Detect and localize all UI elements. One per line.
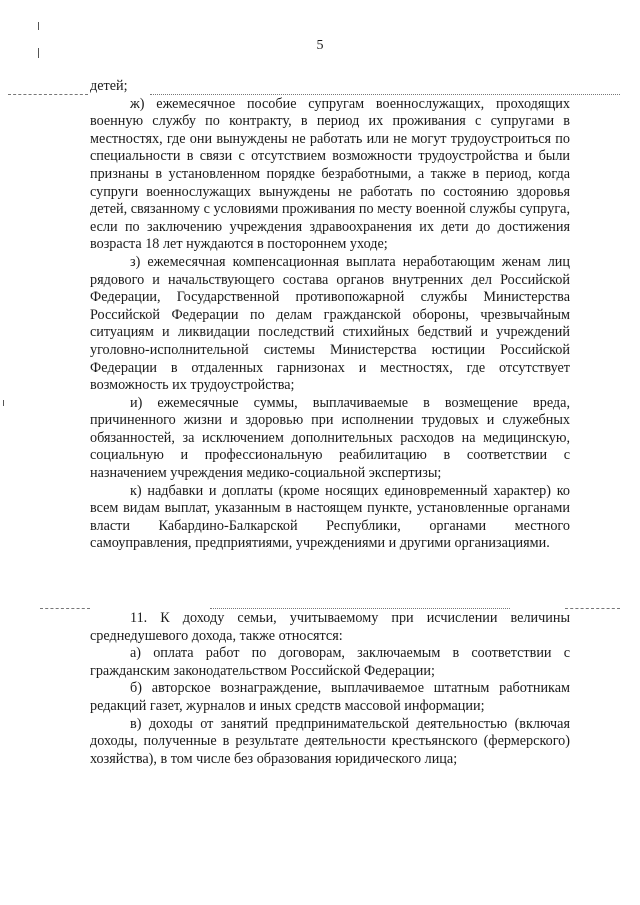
main-text-lower: [90, 610, 570, 768]
margin-mark-2: [38, 48, 39, 58]
paragraph-continuation: детей;: [90, 78, 128, 94]
scan-line-mid-left: [40, 608, 90, 609]
scan-line-top-left: [8, 94, 88, 95]
margin-mark-3: [3, 400, 4, 406]
page-number: 5: [316, 38, 324, 53]
margin-mark-1: [38, 22, 39, 30]
paragraph-v: в) доходы от занятий предпринимательской деятельностью (включая доходы, полученные в результате деятельности крестьянского (фермерского) хозяйства), в том числе без образования юридического лица;: [90, 715, 570, 767]
scan-line-mid-right: [565, 608, 620, 609]
scan-line-mid-center: [210, 608, 510, 609]
paragraph-z: з) ежемесячная компенсационная выплата неработающим женам лиц рядового и начальствующего состава органов внутренних дел Российской Федерации, Государственной противопожарной службы Министерства Российской Федерации по делам гражданской обороны, чрезвычайным ситуациям и ликвидации последствий стихийных бедствий и учреждений уголовно-исполнительной системы Министерства юстиции Российской Федерации в отдаленных гарнизонах и местностях, где отсутствует возможность их трудоустройства;: [90, 253, 570, 394]
paragraph-zh: ж) ежемесячное пособие супругам военнослужащих, проходящих военную службу по контракту, в период их проживания с супругами в местностях, где они вынуждены не работать или не могут трудоустроиться по специальности в связи с отсутствием возможности трудоустройства и были признаны в установленном порядке безработными, а также в период, когда супруги военнослужащих вынуждены не работать по состоянию здоровья детей, связанному с условиями проживания по месту военной службы супруга, если по заключению учреждения здравоохранения их дети до достижения возраста 18 лет нуждаются в постороннем уходе;: [90, 95, 570, 253]
main-text-upper: [90, 78, 570, 553]
paragraph-a: а) оплата работ по договорам, заключаемым в соответствии с гражданским законодательством Российской Федерации;: [90, 645, 570, 679]
paragraph-b: б) авторское вознаграждение, выплачиваемое штатным работникам редакций газет, журналов и иных средств массовой информации;: [90, 680, 570, 714]
paragraph-i: и) ежемесячные суммы, выплачиваемые в возмещение вреда, причиненного жизни и здоровью при исполнении трудовых и служебных обязанностей, за исключением дополнительных расходов на медицинскую, социальную и профессиональную реабилитацию в соответствии с назначением учреждения медико-социальной экспертизы;: [90, 394, 570, 482]
paragraph-11: 11. К доходу семьи, учитываемому при исчислении величины среднедушевого дохода, также относятся:: [90, 610, 570, 644]
paragraph-k: к) надбавки и доплаты (кроме носящих единовременный характер) ко всем видам выплат, указанным в настоящем пункте, установленные органами власти Кабардино-Балкарской Республики, органами местного самоуправления, предприятиями, учреждениями и другими организациями.: [90, 482, 570, 552]
